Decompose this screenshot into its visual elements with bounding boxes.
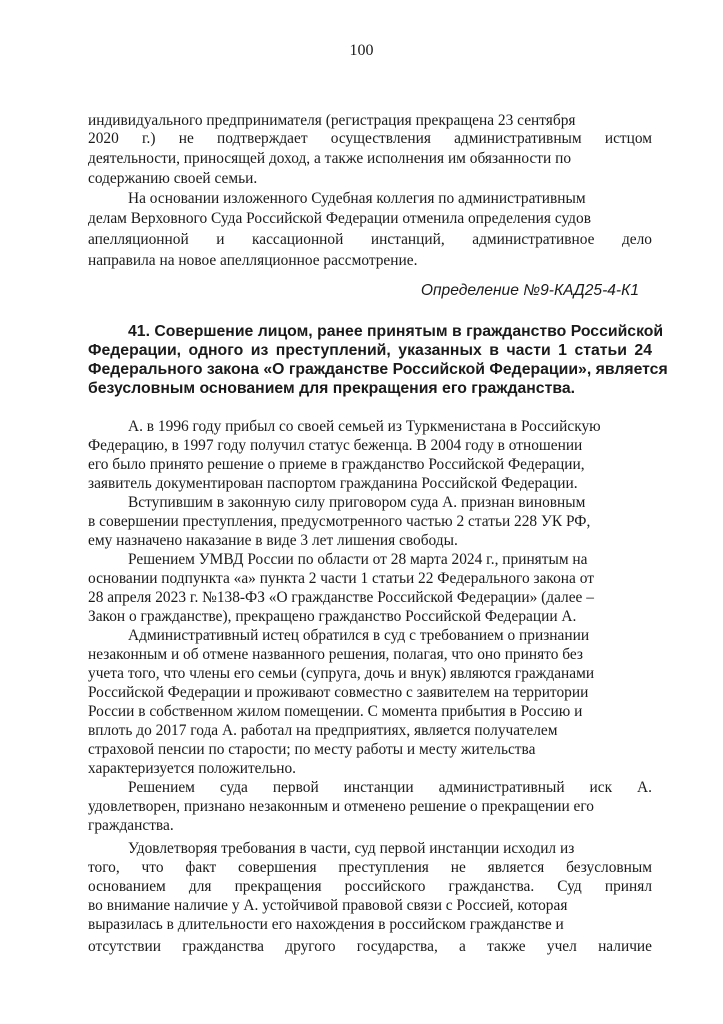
text-line: учета того, что члены его семьи (супруга, дочь и внук) являются гражданами (88, 665, 595, 682)
text-line: его было принято решение о приеме в гражданство Российской Федерации, (88, 456, 585, 473)
section-heading-line: Федерации, одного из преступлений, указанных в части 1 статьи 24 (88, 342, 652, 359)
text-line: характеризуется положительно. (88, 760, 296, 777)
text-line: На основании изложенного Судебная коллегия по административным (128, 190, 586, 207)
text-line: Вступившим в законную силу приговором суда А. признан виновным (128, 494, 586, 511)
text-line: направила на новое апелляционное рассмотрение. (88, 252, 418, 269)
text-line: Федерацию, в 1997 году получил статус беженца. В 2004 году в отношении (88, 437, 583, 454)
text-line: вплоть до 2017 года А. работал на предприятиях, является получателем (88, 722, 558, 739)
text-line: 28 апреля 2023 г. №138-ФЗ «О гражданстве Российской Федерации» (далее – (88, 589, 594, 606)
text-line: отсутствии гражданства другого государства, а также учел наличие (88, 938, 652, 955)
text-line: основании подпункта «а» пункта 2 части 1 статьи 22 Федерального закона от (88, 570, 594, 587)
text-line: удовлетворен, признано незаконным и отменено решение о прекращении его (88, 798, 595, 815)
text-line: Закон о гражданстве), прекращено гражданство Российской Федерации А. (88, 608, 577, 625)
section-heading-line: безусловным основанием для прекращения его гражданства. (88, 380, 576, 397)
text-line: Административный истец обратился в суд с требованием о признании (128, 627, 590, 644)
text-line: основанием для прекращения российского гражданства. Суд принял (88, 878, 652, 895)
text-line: в совершении преступления, предусмотренного частью 2 статьи 228 УК РФ, (88, 513, 591, 530)
text-line: страховой пенсии по старости; по месту работы и месту жительства (88, 741, 536, 758)
text-line: выразилась в длительности его нахождения в российском гражданстве и (88, 916, 564, 933)
text-line: Решением УМВД России по области от 28 марта 2024 г., принятым на (128, 551, 588, 568)
text-line: содержанию своей семьи. (88, 170, 258, 187)
text-line: России в собственном жилом помещении. С момента прибытия в Россию и (88, 703, 583, 720)
text-line: незаконным и об отмене названного решения, полагая, что оно принято без (88, 646, 583, 663)
text-line: заявитель документирован паспортом гражданина Российской Федерации. (88, 475, 578, 492)
text-line: во внимание наличие у А. устойчивой правовой связи с Россией, которая (88, 897, 568, 914)
text-line: А. в 1996 году прибыл со своей семьей из Туркменистана в Российскую (128, 418, 601, 435)
text-line: деятельности, приносящей доход, а также исполнения им обязанности по (88, 150, 572, 167)
text-line: ему назначено наказание в виде 3 лет лишения свободы. (88, 532, 458, 549)
text-line: апелляционной и кассационной инстанций, административное дело (88, 231, 652, 248)
text-line: Российской Федерации и проживают совместно с заявителем на территории (88, 684, 589, 701)
page-number: 100 (349, 42, 374, 59)
text-line: 2020 г.) не подтверждает осуществления административным истцом (88, 130, 652, 147)
text-line: того, что факт совершения преступления не является безусловным (88, 859, 652, 876)
case-reference: Определение №9-КАД25-4-К1 (420, 282, 639, 299)
section-heading-line: Федерального закона «О гражданстве Российской Федерации», является (88, 361, 668, 378)
text-line: Удовлетворяя требования в части, суд первой инстанции исходил из (128, 840, 575, 857)
section-heading-line: 41. Совершение лицом, ранее принятым в гражданство Российской (128, 323, 664, 340)
text-line: гражданства. (88, 817, 174, 834)
text-line: индивидуального предпринимателя (регистрация прекращена 23 сентября (88, 112, 576, 129)
text-line: делам Верховного Суда Российской Федерации отменила определения судов (88, 210, 591, 227)
text-line: Решением суда первой инстанции административный иск А. (128, 779, 652, 796)
